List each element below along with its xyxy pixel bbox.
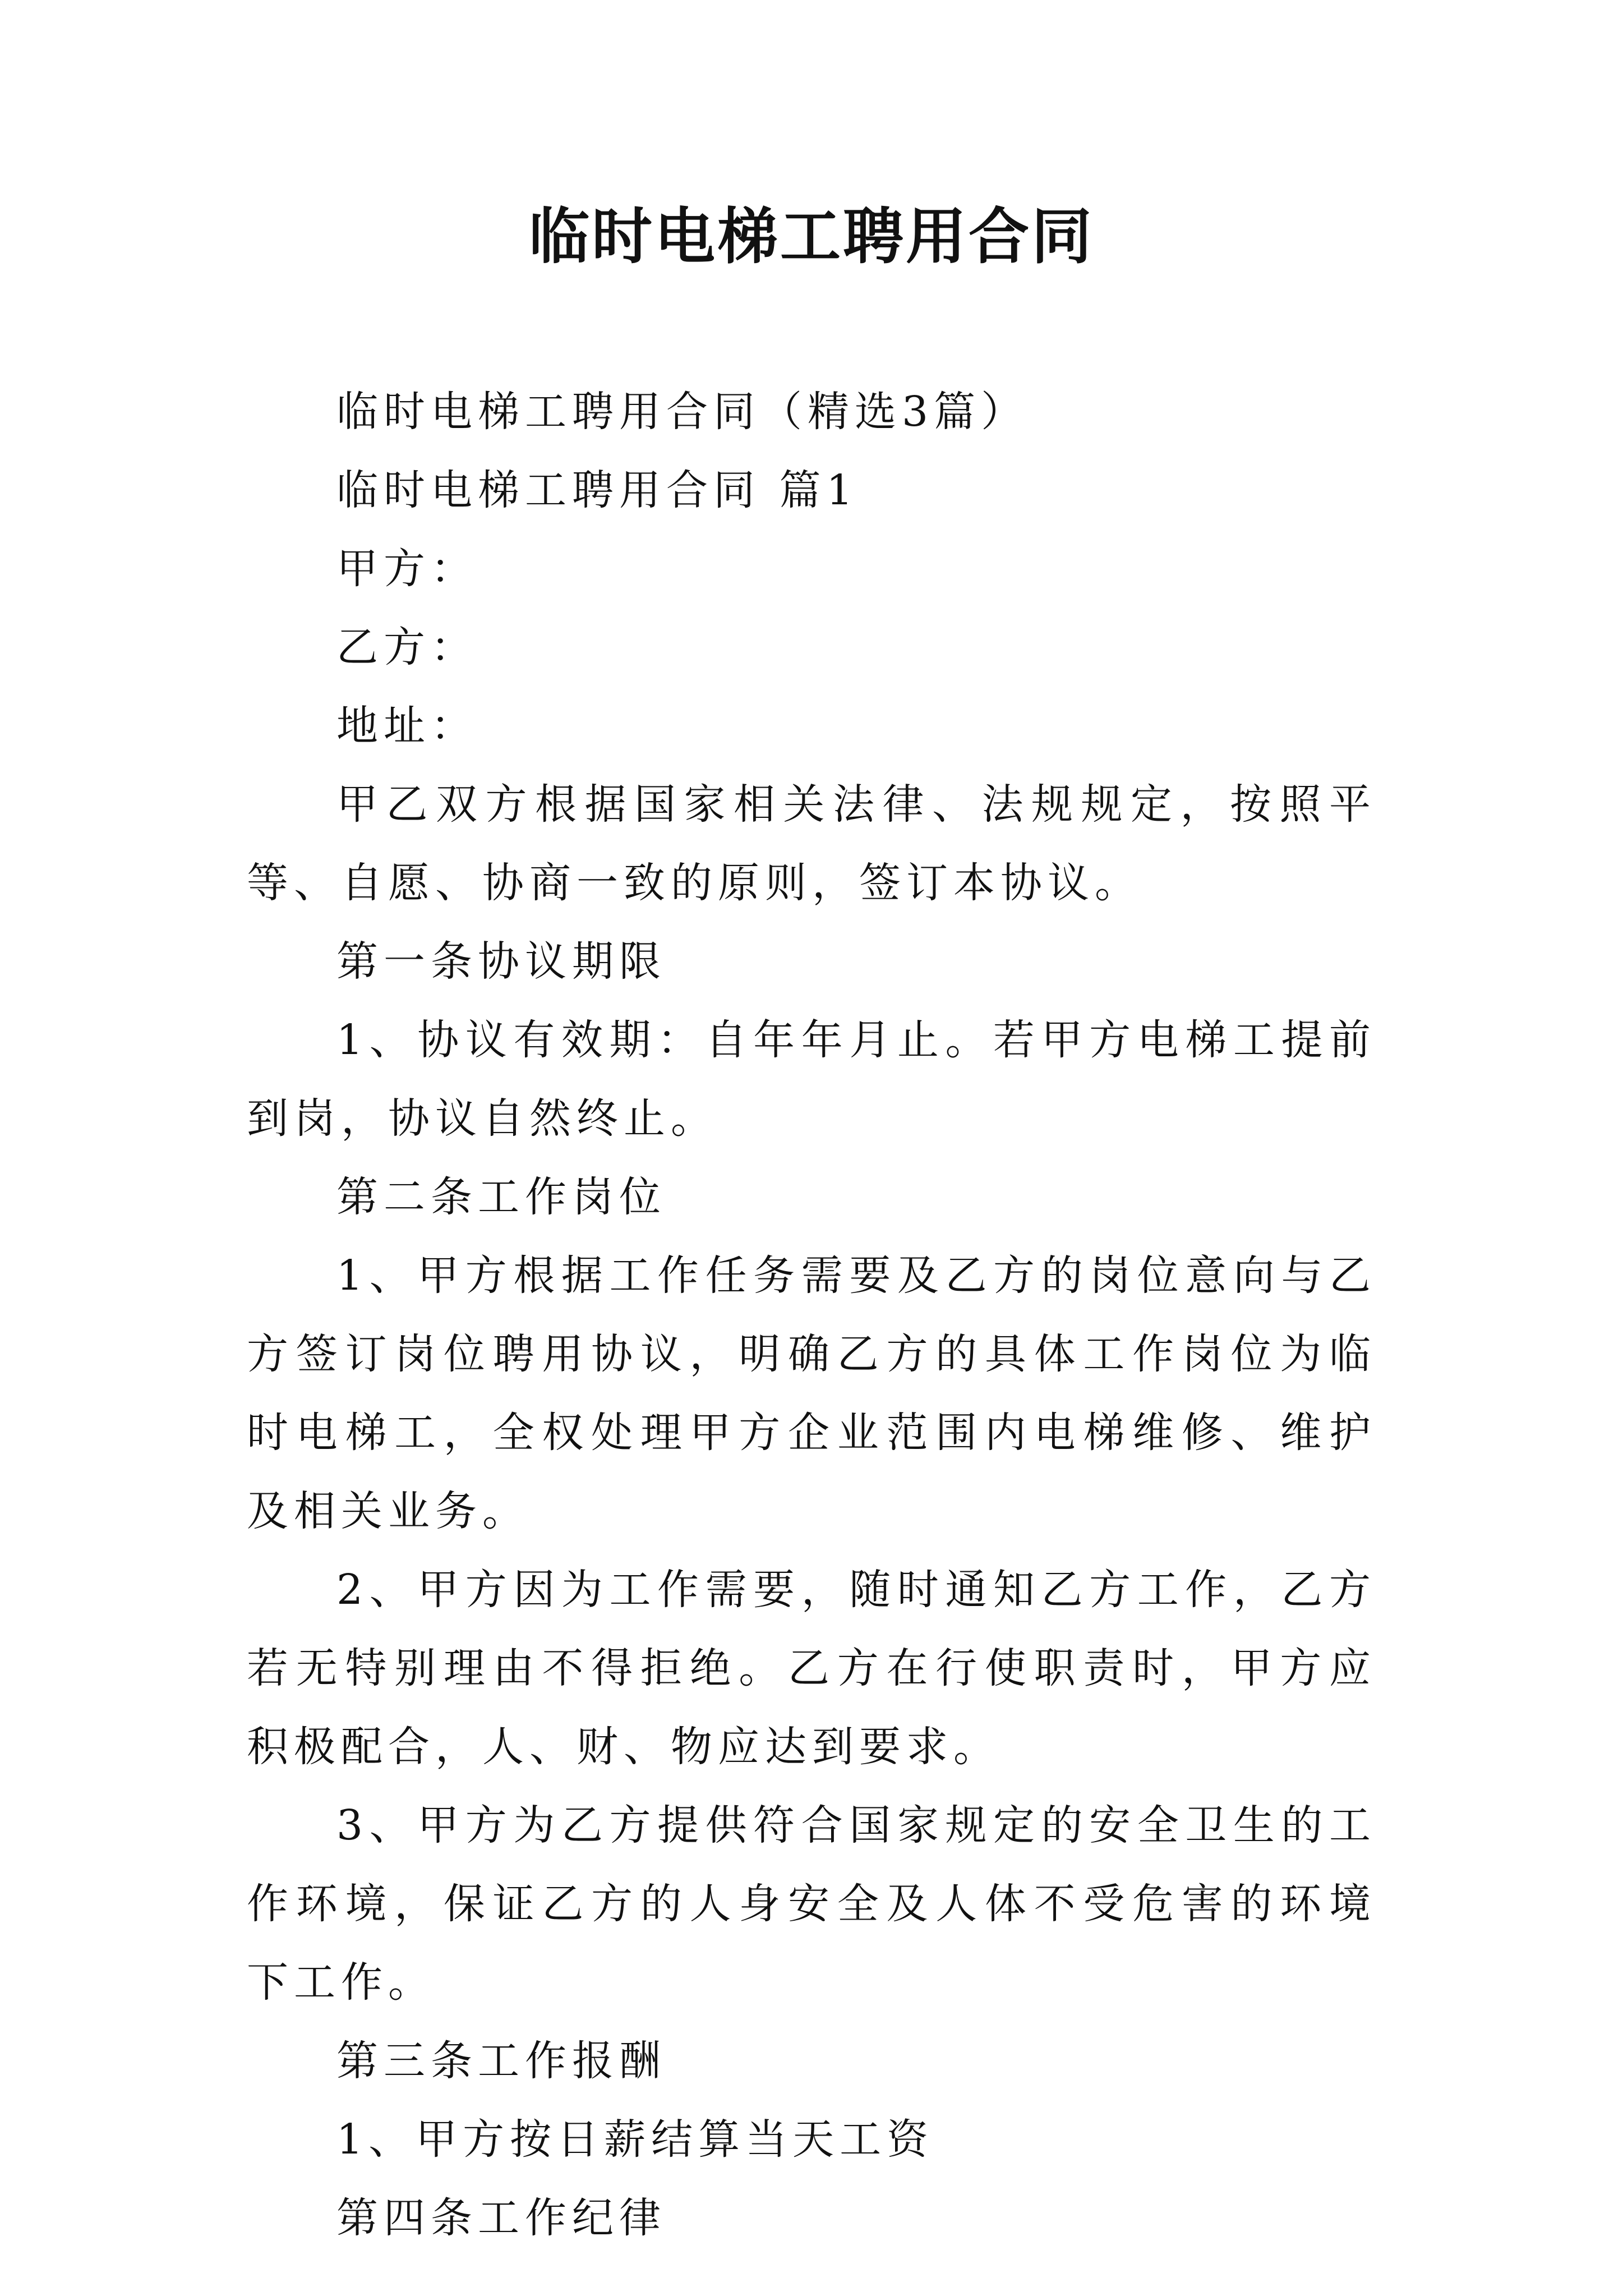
paragraph-party-a: 甲方： bbox=[336, 545, 478, 593]
paragraph-article-3-item-1: 1、甲方按日薪结算当天工资 bbox=[336, 2115, 934, 2164]
paragraph-article-4-heading: 第四条工作纪律 bbox=[336, 2194, 666, 2242]
paragraph-article-3-heading: 第三条工作报酬 bbox=[336, 2037, 666, 2085]
paragraph-article-2-item-1: 1、甲方根据工作任务需要及乙方的岗位意向与乙方签订岗位聘用协议，明确乙方的具体工作岗位为临时电梯工，全权处理甲方企业范围内电梯维修、维护及相关业务。 bbox=[247, 1251, 1376, 1535]
paragraph-preamble: 甲乙双方根据国家相关法律、法规规定，按照平等、自愿、协商一致的原则，签订本协议。 bbox=[247, 780, 1376, 907]
paragraph-party-b: 乙方： bbox=[336, 623, 478, 671]
paragraph-section-heading: 临时电梯工聘用合同 篇1 bbox=[336, 466, 859, 514]
paragraph-article-1-heading: 第一条协议期限 bbox=[336, 937, 666, 986]
document-body bbox=[247, 372, 1376, 2257]
document-title: 临时电梯工聘用合同 bbox=[528, 201, 1094, 272]
paragraph-article-2-item-3: 3、甲方为乙方提供符合国家规定的安全卫生的工作环境，保证乙方的人身安全及人体不受危害的环境下工作。 bbox=[247, 1801, 1376, 2007]
paragraph-article-2-item-2: 2、甲方因为工作需要，随时通知乙方工作，乙方若无特别理由不得拒绝。乙方在行使职责时，甲方应积极配合，人、财、物应达到要求。 bbox=[247, 1566, 1376, 1771]
paragraph-article-1-item-1: 1、协议有效期：自年年月止。若甲方电梯工提前到岗，协议自然终止。 bbox=[247, 1016, 1376, 1143]
paragraph-subtitle: 临时电梯工聘用合同（精选3篇） bbox=[336, 388, 1029, 436]
paragraph-article-2-heading: 第二条工作岗位 bbox=[336, 1173, 666, 1221]
paragraph-address: 地址： bbox=[336, 702, 478, 750]
